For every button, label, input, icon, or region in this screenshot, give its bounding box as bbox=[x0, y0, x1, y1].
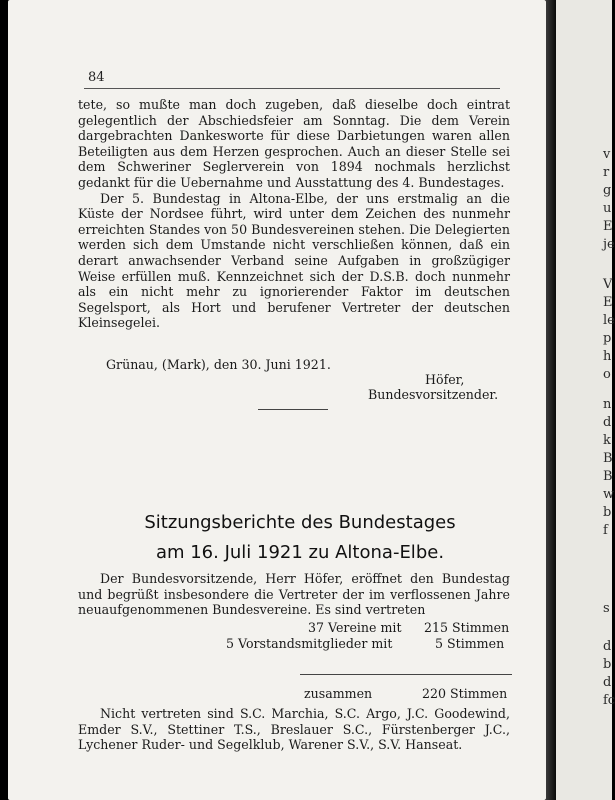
facing-page-letter: h bbox=[603, 349, 612, 364]
tally-row-clubs bbox=[78, 620, 510, 636]
paragraph-2: Der 5. Bundestag in Altona-Elbe, der uns erstmalig an die Küste der Nordsee führt, wird unter dem Zeichen des nunmehr erreichten Standes von 50 Bundesvereinen stehen. Die Delegierten werden sich dem Umstande nicht verschließen können, daß ein derart anwachsender Verband seine Aufgaben in großzügiger Weise erfüllen muß. Kennzeichnet sich der D.S.B. doch nunmehr als ein nicht mehr zu ignorierender Faktor im deutschen Segelsport, als Hort und berufener Vertreter der deutschen Kleinsegelei. bbox=[78, 190, 510, 331]
attendance-tally bbox=[78, 620, 510, 652]
tally-row-board bbox=[78, 636, 510, 652]
facing-page-letter: k bbox=[603, 433, 611, 448]
tally-clubs-count: 37 Vereine mit bbox=[308, 620, 402, 635]
signature-role: Bundesvorsitzender. bbox=[368, 387, 499, 402]
tally-total-votes: 220 Stimmen bbox=[422, 686, 508, 701]
tally-board-votes: 5 Stimmen bbox=[435, 636, 505, 651]
signature-place-date: Grünau, (Mark), den 30. Juni 1921. bbox=[106, 357, 331, 372]
section-title-line-1: Sitzungsberichte des Bundestages bbox=[144, 512, 456, 533]
facing-page-letter: u bbox=[603, 201, 612, 216]
facing-page-letter: fc bbox=[603, 693, 615, 708]
tally-sum-rule bbox=[300, 674, 512, 675]
facing-page-letter: V bbox=[603, 277, 613, 292]
facing-page-letter: b bbox=[603, 657, 612, 672]
page-number: 84 bbox=[88, 70, 105, 85]
facing-page-letter: o bbox=[603, 367, 611, 382]
facing-page-letter: d bbox=[603, 415, 612, 430]
facing-page-letter: r bbox=[603, 165, 610, 180]
facing-page-letter: s bbox=[603, 601, 610, 616]
facing-page-letter: le bbox=[603, 313, 615, 328]
facing-page-letter: je bbox=[603, 237, 615, 252]
body-text-top bbox=[78, 97, 510, 331]
header-rule bbox=[84, 88, 500, 89]
paragraph-4: Nicht vertreten sind S.C. Marchia, S.C. Argo, J.C. Goodewind, Emder S.V., Stettiner T.S., Breslauer S.C., Fürstenberger J.C., Lychener Ruder- und Segelklub, Warener S.V., S.V. Hanseat. bbox=[78, 706, 510, 753]
tally-total-row bbox=[78, 686, 510, 702]
facing-page-letter: v bbox=[603, 147, 611, 162]
paragraph-1: tete, so mußte man doch zugeben, daß dieselbe doch eintrat gelegentlich der Abschiedsfeier am Sonntag. Die dem Verein dargebrachten Dankesworte für diese Darbietungen waren allen Beteiligten aus dem Herzen gesprochen. Auch an dieser Stelle sei dem Schweriner Seglerverein von 1894 nochmals herzlichst gedankt für die Uebernahme und Ausstattung des 4. Bundestages. bbox=[78, 97, 510, 190]
facing-page-letter: E bbox=[603, 219, 613, 234]
facing-page-letter: f bbox=[603, 523, 608, 538]
body-text-absent bbox=[78, 706, 510, 753]
facing-page-letter: n bbox=[603, 397, 612, 412]
signature-name: Höfer, bbox=[425, 372, 465, 387]
facing-page-letter: d bbox=[603, 639, 612, 654]
body-text-minutes bbox=[78, 571, 510, 618]
section-divider bbox=[258, 409, 328, 410]
facing-page-letter: g bbox=[603, 183, 612, 198]
facing-page-letter: E bbox=[603, 295, 613, 310]
book-gutter bbox=[546, 0, 556, 800]
facing-page-letter: w bbox=[603, 487, 615, 502]
paragraph-3: Der Bundesvorsitzende, Herr Höfer, eröffnet den Bundestag und begrüßt insbesondere die Vertreter der im verflossenen Jahre neuaufgenommenen Bundesvereine. Es sind vertreten bbox=[78, 571, 510, 618]
facing-page-letter: p bbox=[603, 331, 612, 346]
facing-page-letter: B bbox=[603, 451, 613, 466]
facing-page-letter: B bbox=[603, 469, 613, 484]
tally-total-label: zusammen bbox=[304, 686, 373, 701]
section-title-line-2: am 16. Juli 1921 zu Altona-Elbe. bbox=[155, 542, 445, 563]
facing-page-letter: d bbox=[603, 675, 612, 690]
tally-board-count: 5 Vorstandsmitglieder mit bbox=[226, 636, 393, 651]
facing-page-letter: b bbox=[603, 505, 612, 520]
tally-clubs-votes: 215 Stimmen bbox=[424, 620, 510, 635]
